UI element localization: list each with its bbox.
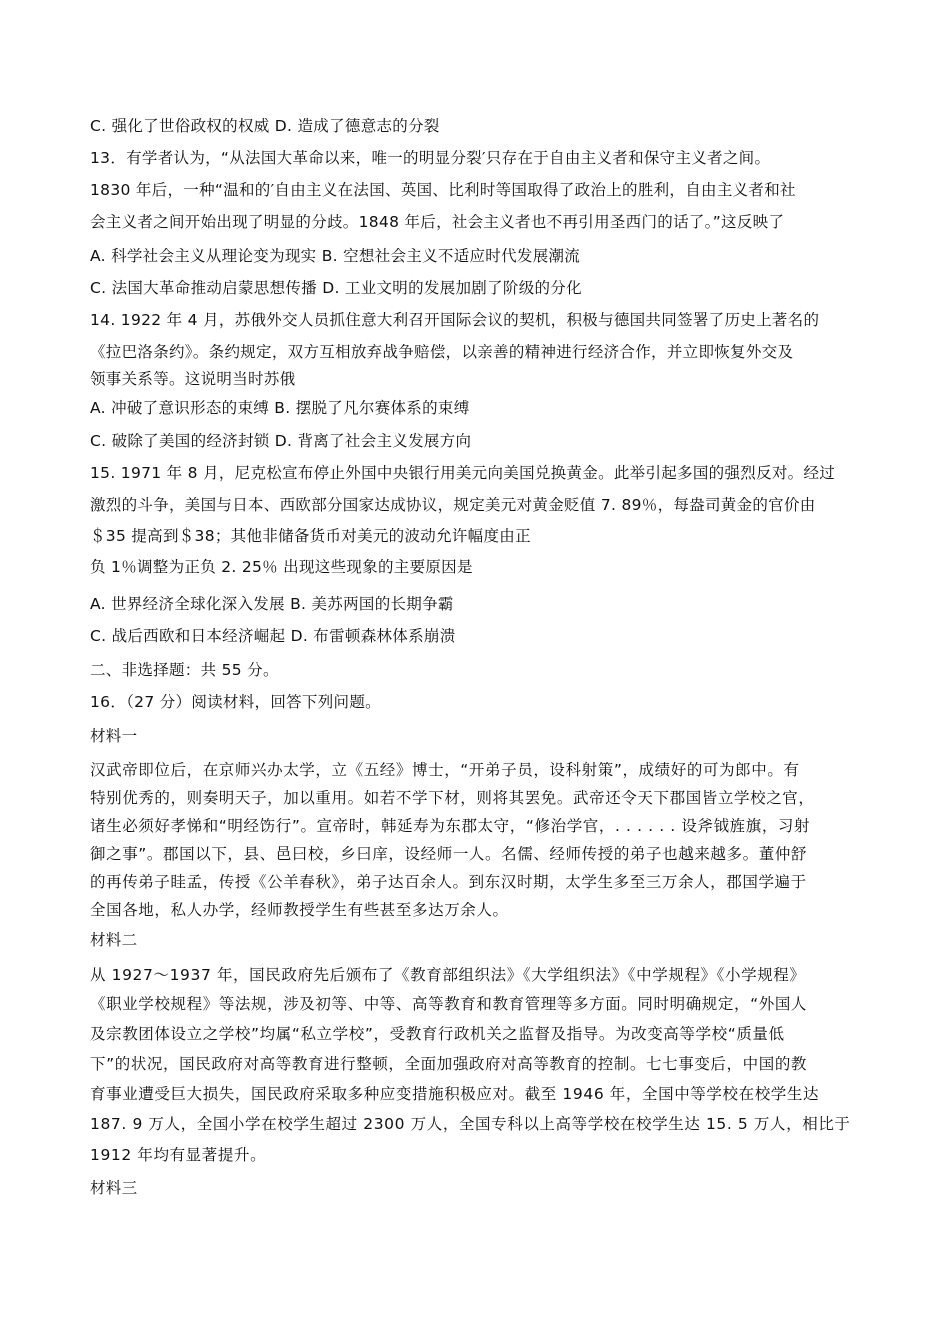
material-two-line-2: 《职业学校规程》等法规，涉及初等、中等、高等教育和教育管理等多方面。同时明确规定，“外国人: [90, 995, 808, 1013]
q15-stem-line-1: 15. 1971 年 8 月，尼克松宣布停止外国中央银行用美元向美国兑换黄金。此举引起多国的强烈反对。经过: [90, 464, 836, 482]
material-one-line-3: 诸生必须好孝悌和“明经饬行”。宣帝时，韩延寿为东郡太守，“修治学官，. . . . . . 设斧钺旌旗，习射: [90, 817, 811, 835]
q13-options-cd: C. 法国大革命推动启蒙思想传播 D. 工业文明的发展加剧了阶级的分化: [90, 279, 582, 297]
material-one-line-6: 全国各地，私人办学，经师教授学生有些甚至多达万余人。: [90, 901, 509, 919]
material-one-line-5: 的再传弟子眭孟，传授《公羊春秋》，弟子达百余人。到东汉时期，太学生多至三万余人，郡国学遍于: [90, 873, 807, 891]
q15-stem-line-4: 负 1％调整为正负 2. 25％ 出现这些现象的主要原因是: [90, 558, 473, 576]
q14-stem-line-2: 《拉巴洛条约》。条约规定，双方互相放弃战争赔偿，以亲善的精神进行经济合作，并立即恢复外交及: [90, 343, 794, 361]
material-one-line-2: 特别优秀的，则奏明天子，加以重用。如若不学下材，则将其罢免。武帝还令天下郡国皆立学校之官，: [90, 789, 815, 807]
q13-options-ab: A. 科学社会主义从理论变为现实 B. 空想社会主义不适应时代发展潮流: [90, 247, 581, 265]
q14-stem-line-3: 领事关系等。这说明当时苏俄: [90, 370, 296, 388]
material-two-line-7: 1912 年均有显著提升。: [90, 1146, 267, 1164]
section-two-heading: 二、非选择题：共 55 分。: [90, 661, 279, 679]
q14-options-cd: C. 破除了美国的经济封锁 D. 背离了社会主义发展方向: [90, 432, 472, 450]
material-one-line-4: 御之事”。郡国以下，县、邑曰校，乡曰庠，设经师一人。名儒、经师传授的弟子也越来越多。董仲舒: [90, 845, 808, 863]
q13-stem-line-1: 13．有学者认为，“从法国大革命以来，唯一的明显分裂′只存在于自由主义者和保守主义者之间。: [90, 149, 771, 167]
material-two-line-3: 及宗教团体设立之学校”均属“私立学校”，受教育行政机关之监督及指导。为改变高等学校“质量低: [90, 1025, 785, 1043]
q15-stem-line-3: ＄35 提高到＄38；其他非储备货币对美元的波动允许幅度由正: [90, 527, 531, 545]
material-two-line-1: 从 1927～1937 年，国民政府先后颁布了《教育部组织法》《大学组织法》《中学规程》《小学规程》: [90, 966, 806, 984]
material-two-heading: 材料二: [90, 931, 138, 949]
q16-stem: 16．（27 分）阅读材料，回答下列问题。: [90, 693, 381, 711]
material-two-line-4: 下”的状况，国民政府对高等教育进行整顿，全面加强政府对高等教育的控制。七七事变后，中国的教: [90, 1055, 808, 1073]
q15-options-cd: C. 战后西欧和日本经济崛起 D. 布雷顿森林体系崩溃: [90, 627, 456, 645]
q12-options-cd: C. 强化了世俗政权的权威 D. 造成了德意志的分裂: [90, 117, 440, 135]
q13-stem-line-3: 会主义者之间开始出现了明显的分歧。1848 年后，社会主义者也不再引用圣西门的话了。”这反映了: [90, 213, 785, 231]
q14-stem-line-1: 14. 1922 年 4 月，苏俄外交人员抓住意大利召开国际会议的契机，积极与德国共同签署了历史上著名的: [90, 311, 820, 329]
material-two-line-6: 187. 9 万人，全国小学在校学生超过 2300 万人，全国专科以上高等学校在校学生达 15. 5 万人，相比于: [90, 1115, 851, 1133]
q15-stem-line-2: 激烈的斗争，美国与日本、西欧部分国家达成协议，规定美元对黄金贬值 7. 89％，每盎司黄金的官价由: [90, 496, 816, 514]
q15-options-ab: A. 世界经济全球化深入发展 B. 美苏两国的长期争霸: [90, 595, 454, 613]
q14-options-ab: A. 冲破了意识形态的束缚 B. 摆脱了凡尔赛体系的束缚: [90, 399, 470, 417]
material-one-line-1: 汉武帝即位后，在京师兴办太学，立《五经》博士，“开弟子员，设科射策”，成绩好的可为郎中。有: [90, 761, 800, 779]
q13-stem-line-2: 1830 年后，一种“温和的′自由主义在法国、英国、比利时等国取得了政治上的胜利，自由主义者和社: [90, 181, 796, 199]
material-one-heading: 材料一: [90, 727, 138, 745]
material-two-line-5: 育事业遭受巨大损失，国民政府采取多种应变措施积极应对。截至 1946 年，全国中等学校在校学生达: [90, 1085, 820, 1103]
material-three-heading: 材料三: [90, 1179, 138, 1197]
